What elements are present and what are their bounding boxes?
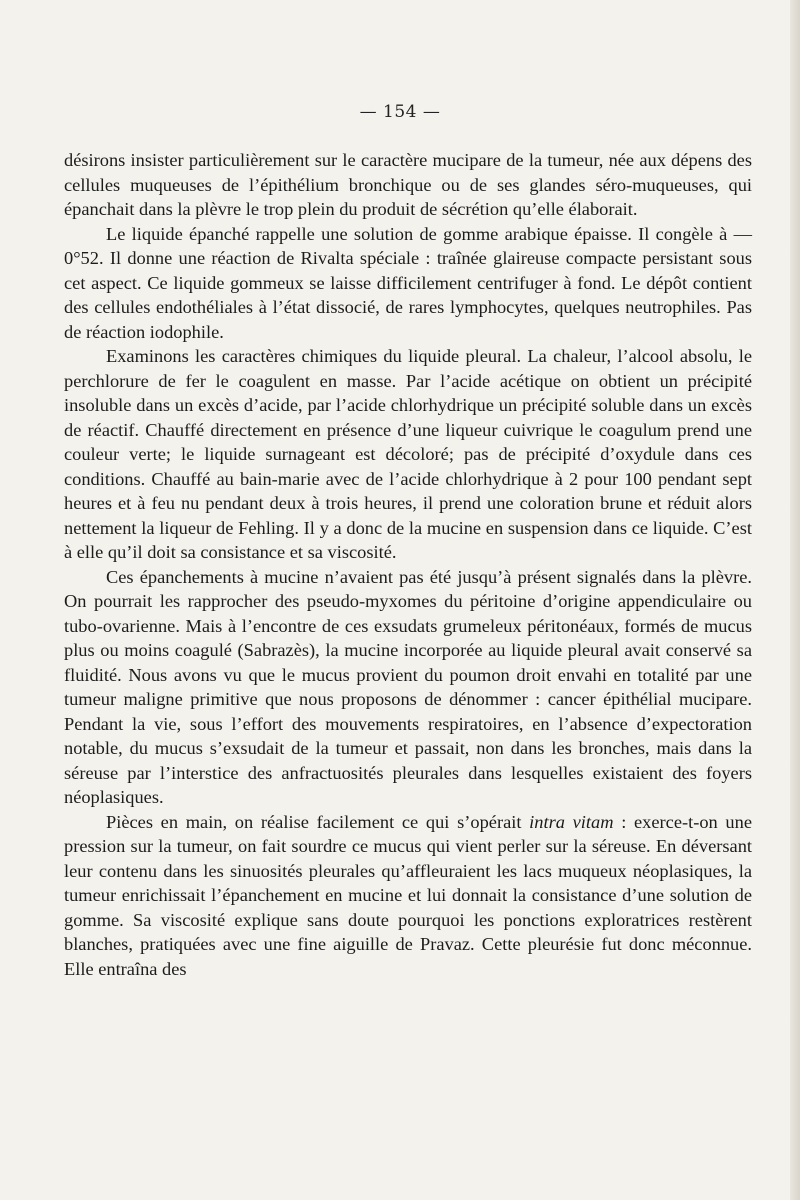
paragraph-1 — [64, 148, 752, 222]
paragraph-2 — [64, 222, 752, 345]
page-number: — 154 — — [359, 102, 441, 122]
paragraph-5-text-b: : exerce-t-on une pression sur la tumeur, on fait sourdre ce mucus qui vient perler sur la séreuse. En déversant leur contenu dans les sinuosités pleurales qu’affleuraient les lacs muqueux néoplasiques, la tumeur enrichissait l’épanchement en mucine et lui donnait la consistance d’une solution de gomme. Sa viscosité explique sans doute pourquoi les ponctions exploratrices restèrent blanches, pratiquées avec une fine aiguille de Pravaz. Cette pleurésie fut donc méconnue. Elle entraîna des — [64, 811, 752, 979]
paragraph-5-italic-term: intra vitam — [529, 811, 614, 832]
paragraph-4 — [64, 565, 752, 810]
body-text — [64, 148, 752, 981]
paragraph-3-text: Examinons les caractères chimiques du liquide pleural. La chaleur, l’alcool absolu, le perchlorure de fer le coagulent en masse. Par l’acide acétique on obtient un précipité insoluble dans un excès d’acide, par l’acide chlorhydrique un précipité soluble dans un excès de réactif. Chauffé directement en présence d’une liqueur cuivrique le coagulum prend une couleur verte; le liquide surnageant est décoloré; pas de précipité d’oxydule dans ces conditions. Chauffé au bain-marie avec de l’acide chlorhydrique à 2 pour 100 pendant sept heures et à feu nu pendant deux à trois heures, il prend une coloration brune et réduit alors nettement la liqueur de Fehling. Il y a donc de la mucine en suspension dans ce liquide. C’est à elle qu’il doit sa consistance et sa viscosité. — [64, 346, 752, 562]
paragraph-5 — [64, 810, 752, 982]
paragraph-5-text-a: Pièces en main, on réalise facilement ce qui s’opérait — [106, 811, 530, 832]
paragraph-1-text: désirons insister particulièrement sur le caractère mucipare de la tumeur, née aux dépens des cellules muqueuses de l’épithélium bronchique ou de ses glandes séro-muqueuses, qui épanchait dans la plèvre le trop plein du produit de sécrétion qu’elle élaborait. — [64, 150, 752, 219]
paragraph-3 — [64, 344, 752, 565]
page-edge — [790, 0, 800, 1200]
paragraph-4-text: Ces épanchements à mucine n’avaient pas été jusqu’à présent signalés dans la plèvre. On pourrait les rapprocher des pseudo-myxomes du péritoine d’origine appendiculaire ou tubo-ovarienne. Mais à l’encontre de ces exsudats grumeleux péritonéaux, formés de mucus plus ou moins coagulé (Sabrazès), la mucine incorporée au liquide pleural avait conservé sa fluidité. Nous avons vu que le mucus provient du poumon droit envahi en totalité par une tumeur maligne primitive que nous proposons de dénommer : cancer épithélial mucipare. Pendant la vie, sous l’effort des mouvements respiratoires, en l’absence d’expectoration notable, du mucus s’exsudait de la tumeur et passait, non dans les bronches, mais dans la séreuse par l’interstice des anfractuosités pleurales dans lesquelles existaient des foyers néoplasiques. — [64, 566, 752, 807]
paragraph-2-text: Le liquide épanché rappelle une solution de gomme arabique épaisse. Il congèle à — 0°52. Il donne une réaction de Rivalta spéciale : traînée glaireuse compacte persistant sous cet aspect. Ce liquide gommeux se laisse difficilement centrifuger à fond. Le dépôt contient des cellules endothéliales à l’état dissocié, de rares lymphocytes, quelques neutrophiles. Pas de réaction iodophile. — [64, 223, 752, 342]
